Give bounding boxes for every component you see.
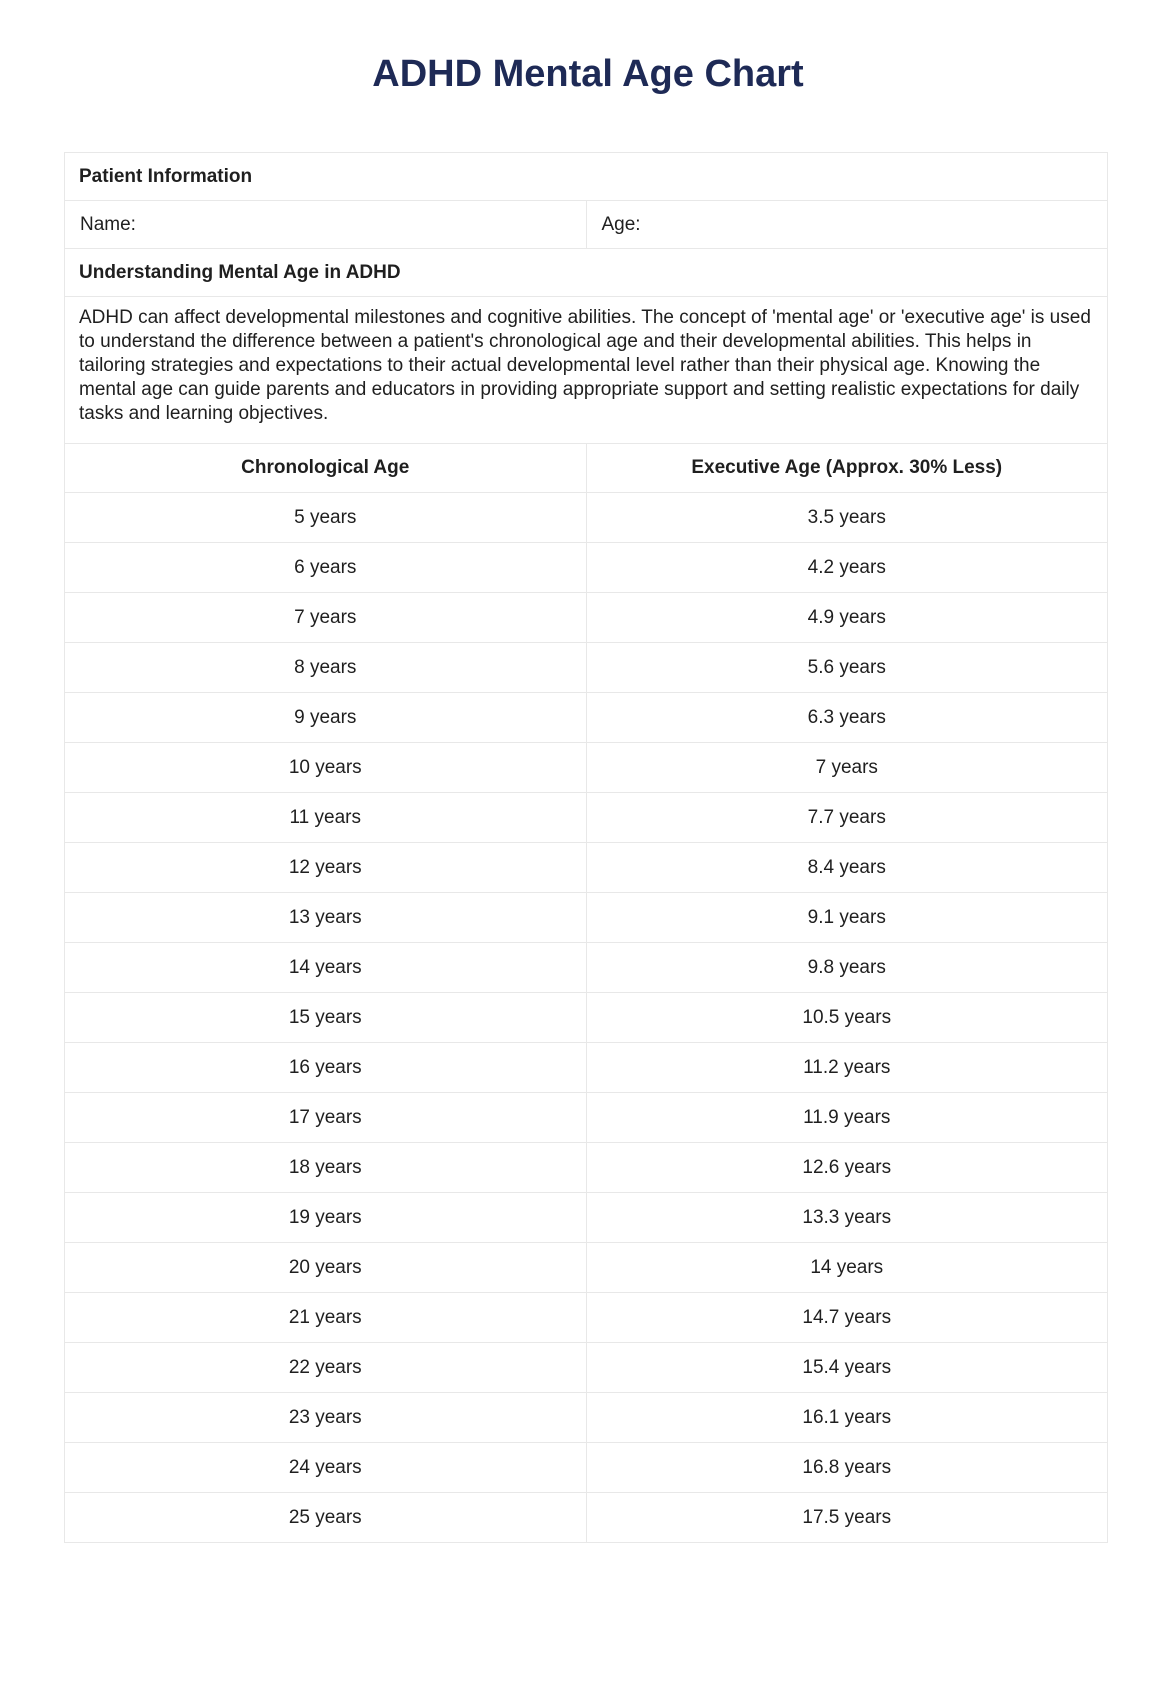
- understanding-header-row: [65, 249, 1108, 297]
- chronological-age-cell: 14 years: [65, 943, 587, 993]
- executive-age-cell: 7 years: [586, 743, 1108, 793]
- age-table-row: [65, 593, 1108, 643]
- chronological-age-cell: 25 years: [65, 1493, 587, 1543]
- understanding-section-title: Understanding Mental Age in ADHD: [65, 249, 1108, 297]
- age-table-row: [65, 893, 1108, 943]
- page-title: ADHD Mental Age Chart: [372, 53, 804, 95]
- age-table-row: [65, 1043, 1108, 1093]
- chronological-age-cell: 21 years: [65, 1293, 587, 1343]
- executive-age-cell: 6.3 years: [586, 693, 1108, 743]
- executive-age-cell: 12.6 years: [586, 1143, 1108, 1193]
- age-table-row: [65, 843, 1108, 893]
- chronological-age-cell: 23 years: [65, 1393, 587, 1443]
- chronological-age-cell: 13 years: [65, 893, 587, 943]
- age-table-row: [65, 643, 1108, 693]
- executive-age-cell: 8.4 years: [586, 843, 1108, 893]
- chronological-age-cell: 5 years: [65, 493, 587, 543]
- content-table-body: [65, 153, 1108, 1543]
- chronological-age-cell: 18 years: [65, 1143, 587, 1193]
- age-table-row: [65, 743, 1108, 793]
- age-label: Age:: [601, 213, 641, 235]
- age-table-row: [65, 1143, 1108, 1193]
- age-table-row: [65, 1293, 1108, 1343]
- patient-info-section-title: Patient Information: [65, 153, 1108, 201]
- document-page: [0, 52, 1176, 1543]
- patient-info-header-row: [65, 153, 1108, 201]
- chronological-age-cell: 17 years: [65, 1093, 587, 1143]
- understanding-body-text: ADHD can affect developmental milestones and cognitive abilities. The concept of 'mental age' or 'executive age' is used to understand the difference between a patient's chronological age and their developmental abilities. This helps in tailoring strategies and expectations to their actual developmental level rather than their physical age. Knowing the mental age can guide parents and educators in providing appropriate support and setting realistic expectations for daily tasks and learning objectives.: [65, 297, 1108, 444]
- age-table-row: [65, 1493, 1108, 1543]
- chronological-age-cell: 10 years: [65, 743, 587, 793]
- age-table-row: [65, 1193, 1108, 1243]
- executive-age-cell: 9.1 years: [586, 893, 1108, 943]
- age-table-row: [65, 1443, 1108, 1493]
- executive-age-cell: 16.8 years: [586, 1443, 1108, 1493]
- executive-age-cell: 5.6 years: [586, 643, 1108, 693]
- age-table-row: [65, 1343, 1108, 1393]
- age-field-cell[interactable]: [586, 201, 1108, 249]
- executive-age-cell: 14.7 years: [586, 1293, 1108, 1343]
- executive-age-cell: 4.9 years: [586, 593, 1108, 643]
- name-label: Name:: [80, 213, 136, 235]
- age-table-row: [65, 493, 1108, 543]
- chronological-age-cell: 7 years: [65, 593, 587, 643]
- chronological-age-cell: 12 years: [65, 843, 587, 893]
- executive-age-column-header: Executive Age (Approx. 30% Less): [586, 444, 1108, 493]
- executive-age-cell: 13.3 years: [586, 1193, 1108, 1243]
- patient-fields-row: [65, 201, 1108, 249]
- chronological-age-cell: 19 years: [65, 1193, 587, 1243]
- executive-age-cell: 15.4 years: [586, 1343, 1108, 1393]
- chronological-age-cell: 24 years: [65, 1443, 587, 1493]
- age-table-row: [65, 543, 1108, 593]
- chronological-age-column-header: Chronological Age: [65, 444, 587, 493]
- executive-age-cell: 3.5 years: [586, 493, 1108, 543]
- executive-age-cell: 11.9 years: [586, 1093, 1108, 1143]
- chronological-age-cell: 9 years: [65, 693, 587, 743]
- executive-age-cell: 4.2 years: [586, 543, 1108, 593]
- content-table: [64, 152, 1108, 1543]
- chronological-age-cell: 20 years: [65, 1243, 587, 1293]
- executive-age-cell: 11.2 years: [586, 1043, 1108, 1093]
- understanding-body-row: [65, 297, 1108, 444]
- age-table-row: [65, 1393, 1108, 1443]
- chronological-age-cell: 6 years: [65, 543, 587, 593]
- chronological-age-cell: 11 years: [65, 793, 587, 843]
- age-table-row: [65, 793, 1108, 843]
- chronological-age-cell: 8 years: [65, 643, 587, 693]
- executive-age-cell: 9.8 years: [586, 943, 1108, 993]
- age-table-row: [65, 693, 1108, 743]
- executive-age-cell: 10.5 years: [586, 993, 1108, 1043]
- age-table-row: [65, 1093, 1108, 1143]
- age-table-header-row: [65, 444, 1108, 493]
- executive-age-cell: 16.1 years: [586, 1393, 1108, 1443]
- age-table-row: [65, 993, 1108, 1043]
- age-table-row: [65, 1243, 1108, 1293]
- executive-age-cell: 14 years: [586, 1243, 1108, 1293]
- name-field-cell[interactable]: [65, 201, 587, 249]
- age-table-row: [65, 943, 1108, 993]
- chronological-age-cell: 22 years: [65, 1343, 587, 1393]
- chronological-age-cell: 16 years: [65, 1043, 587, 1093]
- chronological-age-cell: 15 years: [65, 993, 587, 1043]
- executive-age-cell: 7.7 years: [586, 793, 1108, 843]
- executive-age-cell: 17.5 years: [586, 1493, 1108, 1543]
